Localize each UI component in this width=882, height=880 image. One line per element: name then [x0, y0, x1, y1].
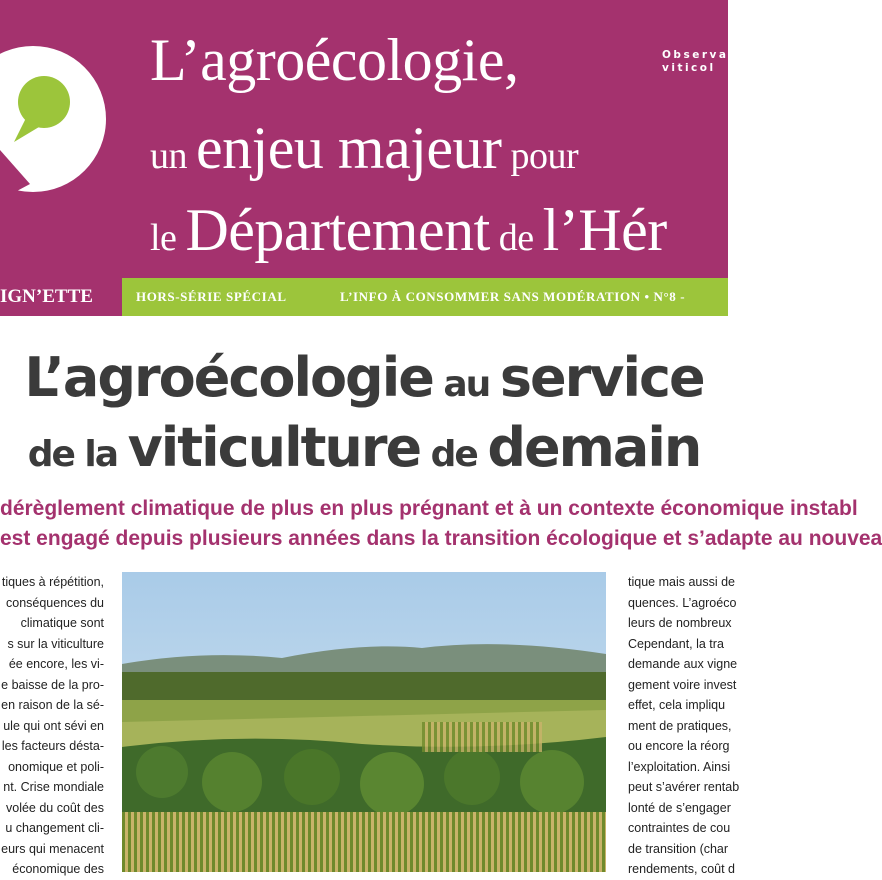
logo-shape-icon: [0, 150, 30, 200]
header-banner: [0, 0, 746, 278]
left-text-column: tiques à répétition, conséquences du climatique sont s sur la viticulture ée encore, les vi- e baisse de la pro- en raison de la sé- ule qui ont sévi en les facteurs désta- onomique et poli- nt. Crise mondiale volée du coût des u changement cli- eurs qui menacent économique des: [1, 575, 104, 876]
article-title-line-2: de la viticulture de demain: [27, 416, 701, 479]
intro-line-2: est engagé depuis plusieurs années dans la transition écologique et s’adapte au nouvea: [0, 527, 882, 550]
right-text-column: tique mais aussi de quences. L’agroéco leurs de nombreux Cependant, la tra demande aux vigne gement voire invest effet, cela impliqu ment de pratiques, ou encore la réorg l’exploitation. Ainsi peut s’avérer rentab lonté de s’engager contraintes de cou de transition (char rendements, coût d: [628, 575, 740, 876]
intro-line-1: dérèglement climatique de plus en plus prégnant et à un contexte économique instabl: [0, 497, 858, 520]
article-title-line-1: L’agroécologie au service: [24, 346, 704, 409]
brand-label: IGN’ETTE: [0, 278, 122, 316]
band-left-text: HORS-SÉRIE SPÉCIAL: [136, 289, 287, 304]
speech-bubble-icon: [4, 70, 78, 144]
observatory-label: Observato viticol: [662, 49, 746, 74]
headline-line-1: L’agroécologie,: [150, 27, 519, 93]
vineyard-photo: [122, 572, 606, 872]
headline-line-2: un enjeu majeur pour: [150, 115, 579, 181]
headline-line-3: le Département de l’Hér: [150, 197, 667, 263]
band-right-text: L’INFO À CONSOMMER SANS MODÉRATION • N°8 -: [340, 289, 686, 304]
